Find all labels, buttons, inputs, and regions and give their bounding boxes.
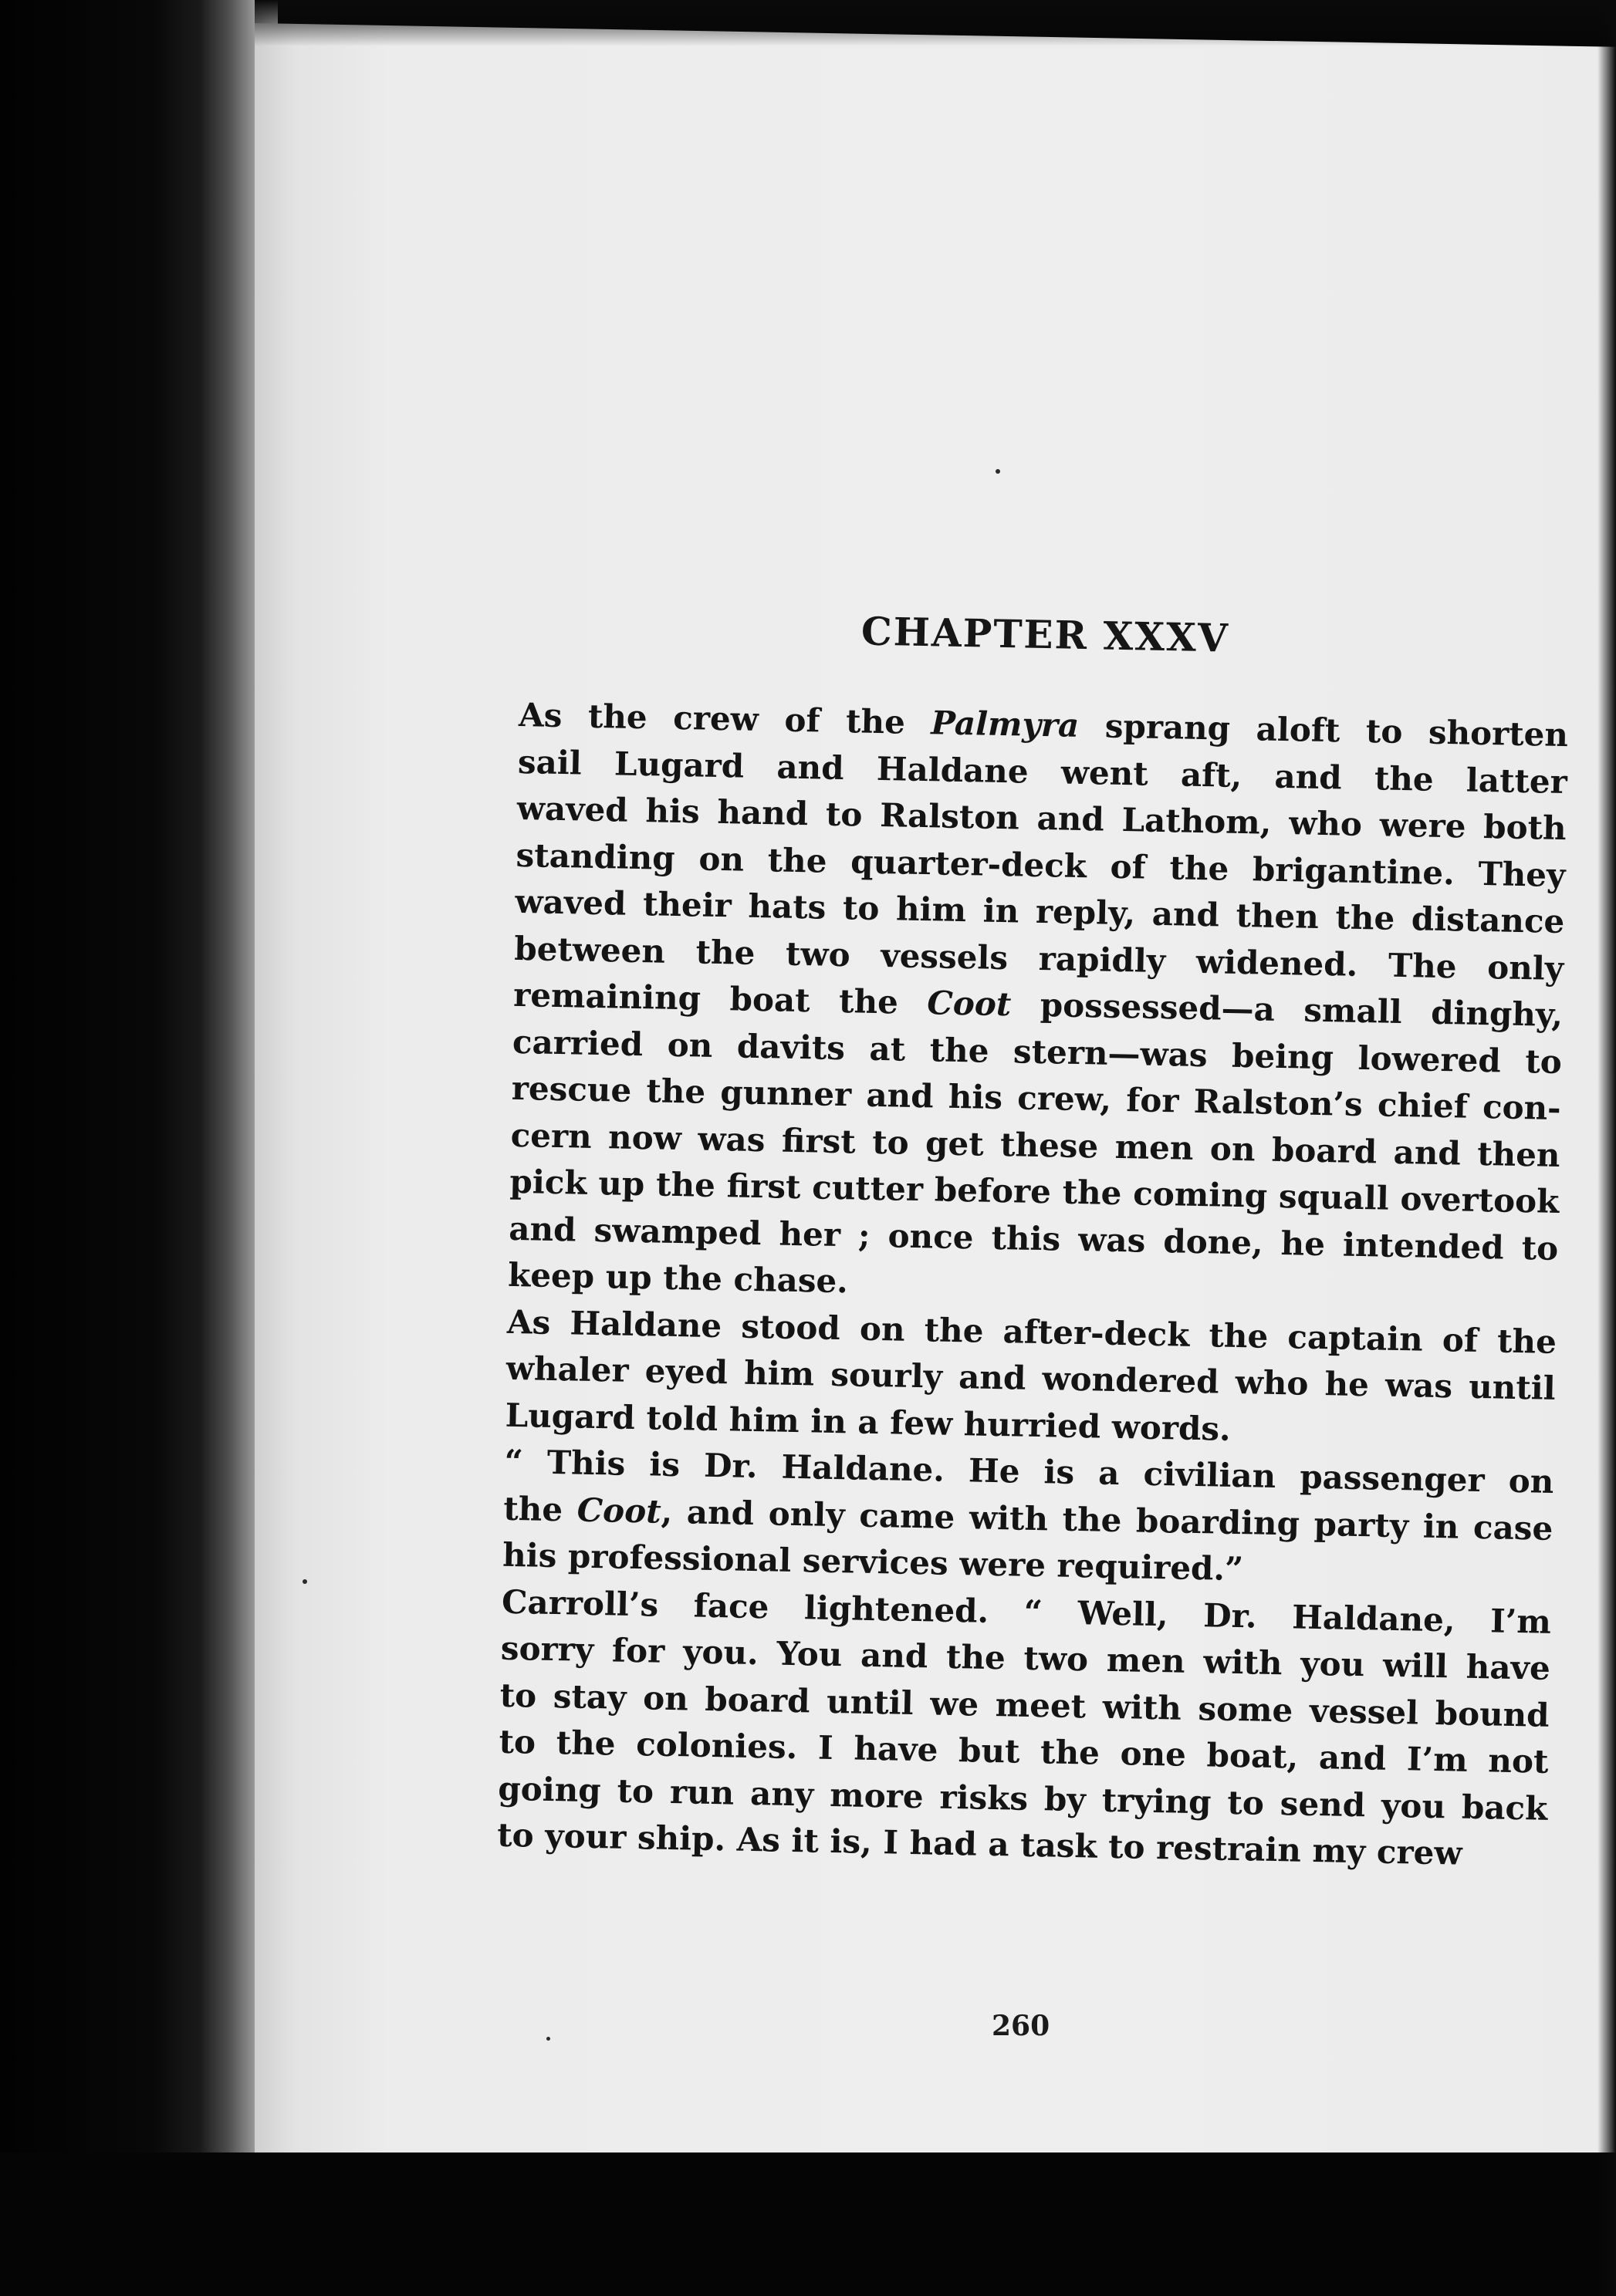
italic-ship-name: Coot: [926, 984, 1012, 1024]
dust-speck: [303, 1579, 307, 1584]
text-line: carried on davits at the stern—was being lowered to: [512, 1022, 1563, 1081]
text-line: Carroll’s face lightened. “ Well, Dr. Haldane, I’m: [501, 1582, 1552, 1641]
text-line: standing on the quarter-deck of the brigantine. They: [516, 836, 1566, 894]
text-line: sorry for you. You and the two men with you will have: [500, 1629, 1551, 1687]
text-line: As the crew of the Palmyra sprang aloft to shorten: [518, 695, 1569, 755]
italic-ship-name: Palmyra: [930, 704, 1080, 745]
body-paragraphs: [497, 692, 1569, 1879]
page-number: 260: [992, 2010, 1050, 2042]
bottom-margin-dark: [0, 2152, 1616, 2296]
paragraph: [505, 1298, 1557, 1459]
text-line: to stay on board until we meet with some vessel bound: [499, 1676, 1550, 1734]
text-line: keep up the chase.: [507, 1255, 849, 1301]
text-line: and swamped her ; once this was done, he intended to: [508, 1209, 1559, 1268]
book-gutter-shadow: [0, 0, 278, 2296]
text-line: “ This is Dr. Haldane. He is a civilian passenger on: [504, 1442, 1554, 1501]
paragraph: [502, 1439, 1554, 1599]
text-line: the Coot, and only came with the boarding party in case: [502, 1489, 1553, 1548]
text-line: As Haldane stood on the after-deck the captain of the: [506, 1302, 1557, 1361]
text-line: waved their hats to him in reply, and then the distance: [515, 882, 1565, 941]
text-line: waved his hand to Ralston and Lathom, who were both: [516, 788, 1567, 848]
text-line: whaler eyed him sourly and wondered who he was until: [505, 1349, 1557, 1407]
text-line: going to run any more risks by trying to send you back: [498, 1769, 1548, 1828]
text-line: rescue the gunner and his crew, for Ralston’s chief con-: [511, 1069, 1562, 1127]
text-line: to your ship. As it is, I had a task to restrain my crew: [496, 1815, 1462, 1872]
text-line: his professional services were required.”: [502, 1535, 1244, 1589]
text-line: pick up the first cutter before the coming squall overtook: [509, 1162, 1560, 1221]
text-line: Lugard told him in a few hurried words.: [505, 1396, 1232, 1448]
right-edge-shadow: [1597, 0, 1616, 2296]
paragraph: [508, 692, 1569, 1319]
text-line: remaining boat the Coot possessed—a small dinghy,: [512, 975, 1564, 1035]
text-line: between the two vessels rapidly widened. The only: [513, 929, 1564, 988]
page-text: [497, 602, 1570, 1879]
italic-ship-name: Coot: [576, 1491, 662, 1531]
dust-speck: [546, 2037, 550, 2041]
text-line: to the colonies. I have but the one boat, and I’m not: [499, 1722, 1549, 1781]
top-shadow: [255, 0, 1616, 46]
text-line: sail Lugard and Haldane went aft, and the latter: [517, 742, 1568, 801]
paragraph: [497, 1578, 1552, 1879]
chapter-heading: CHAPTER XXXV: [860, 608, 1230, 661]
dust-speck: [996, 469, 1000, 474]
text-line: cern now was first to get these men on board and then: [510, 1116, 1560, 1174]
